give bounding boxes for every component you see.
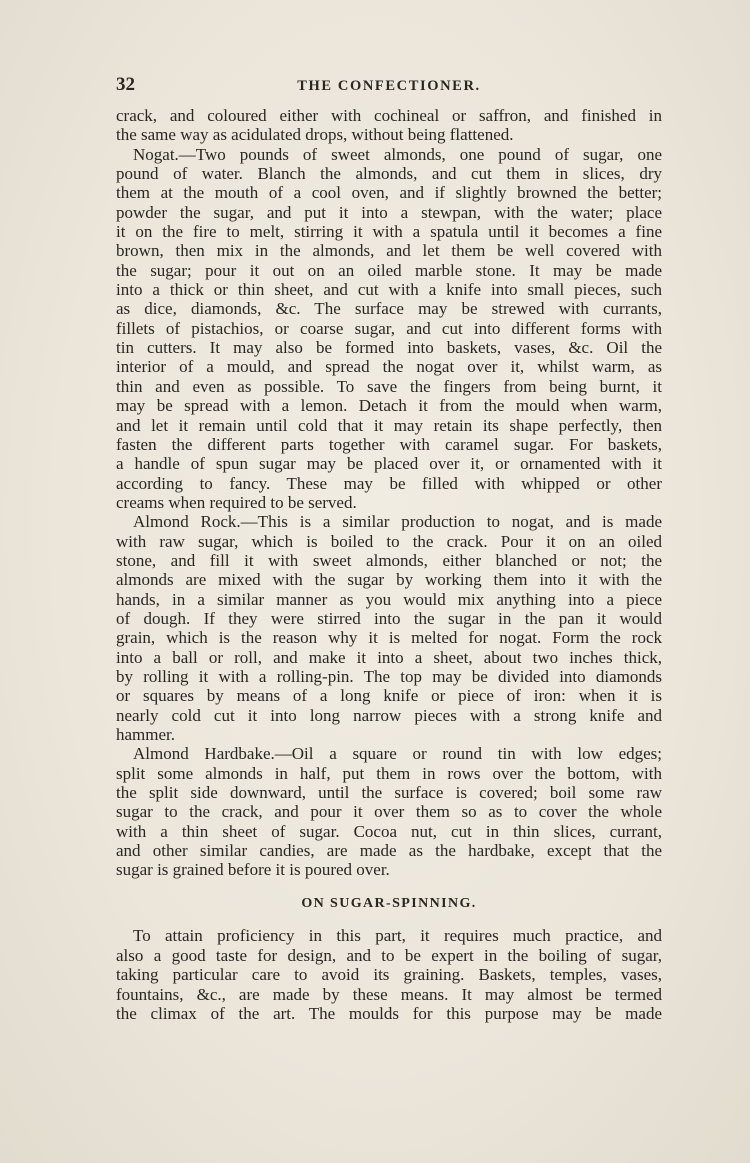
text-line: according to fancy. These may be filled with whipped or other [116, 473, 662, 493]
page-number: 32 [116, 74, 135, 95]
text-line: fountains, &c., are made by these means. It may almost be termed [116, 984, 662, 1004]
text-line: thin and even as possible. To save the fingers from being burnt, it [116, 376, 662, 396]
text-line: stone, and fill it with sweet almonds, either blanched or not; the [116, 550, 662, 570]
text-line: Almond Hardbake.—Oil a square or round tin with low edges; [133, 744, 662, 764]
text-line: with a thin sheet of sugar. Cocoa nut, cut in thin slices, currant, [116, 821, 662, 841]
text-line: tin cutters. It may also be formed into baskets, vases, &c. Oil the [116, 338, 662, 358]
text-line: creams when required to be served. [116, 492, 357, 512]
text-line: fillets of pistachios, or coarse sugar, and cut into different forms with [116, 318, 662, 338]
text-line: sugar to the crack, and pour it over them so as to cover the whole [116, 802, 662, 822]
text-line: powder the sugar, and put it into a stewpan, with the water; place [116, 202, 662, 222]
text-line: may be spread with a lemon. Detach it from the mould when warm, [116, 396, 662, 416]
text-line: nearly cold cut it into long narrow pieces with a strong knife and [116, 705, 662, 725]
text-line: brown, then mix in the almonds, and let them be well covered with [116, 241, 662, 261]
section-heading: ON SUGAR-SPINNING. [301, 896, 477, 911]
text-line: it on the fire to melt, stirring it with a spatula until it becomes a fine [116, 222, 662, 242]
text-line: also a good taste for design, and to be expert in the boiling of sugar, [116, 945, 662, 965]
text-line: as dice, diamonds, &c. The surface may be strewed with currants, [116, 299, 662, 319]
text-line: crack, and coloured either with cochineal or saffron, and finished in [116, 106, 662, 125]
text-line: almonds are mixed with the sugar by working them into it with the [116, 570, 662, 590]
text-line: split some almonds in half, put them in rows over the bottom, with [116, 763, 662, 783]
text-line: sugar is grained before it is poured over. [116, 860, 390, 880]
text-line: and let it remain until cold that it may retain its shape perfectly, then [116, 415, 662, 435]
text-line: the climax of the art. The moulds for this purpose may be made [116, 1004, 662, 1024]
page-header [116, 74, 662, 98]
text-line: hands, in a similar manner as you would mix anything into a piece [116, 589, 662, 609]
text-line: them at the mouth of a cool oven, and if slightly browned the better; [116, 183, 662, 203]
text-line: grain, which is the reason why it is melted for nogat. Form the rock [116, 628, 662, 648]
text-line: into a thick or thin sheet, and cut with a knife into small pieces, such [116, 280, 662, 300]
text-line: and other similar candies, are made as the hardbake, except that the [116, 841, 662, 861]
text-line: the same way as acidulated drops, without being flattened. [116, 125, 514, 145]
text-line: pound of water. Blanch the almonds, and cut them in slices, dry [116, 164, 662, 184]
section-body-text [116, 926, 662, 1024]
text-line: into a ball or roll, and make it into a sheet, about two inches thick, [116, 647, 662, 667]
text-line: fasten the different parts together with caramel sugar. For baskets, [116, 434, 662, 454]
text-line: interior of a mould, and spread the nogat over it, whilst warm, as [116, 357, 662, 377]
running-head: THE CONFECTIONER. [297, 78, 481, 94]
text-line: Almond Rock.—This is a similar production to nogat, and is made [133, 512, 662, 532]
text-line: by rolling it with a rolling-pin. The top may be divided into diamonds [116, 666, 662, 686]
text-line: a handle of spun sugar may be placed over it, or ornamented with it [116, 454, 662, 474]
text-line: hammer. [116, 725, 176, 744]
text-line: the split side downward, until the surface is covered; boil some raw [116, 783, 662, 803]
body-text [116, 106, 662, 880]
text-line: or squares by means of a long knife or piece of iron: when it is [116, 686, 662, 706]
text-line: To attain proficiency in this part, it requires much practice, and [133, 926, 662, 945]
text-line: with raw sugar, which is boiled to the crack. Pour it on an oiled [116, 531, 662, 551]
text-line: taking particular care to avoid its graining. Baskets, temples, vases, [116, 965, 662, 985]
text-line: the sugar; pour it out on an oiled marble stone. It may be made [116, 260, 662, 280]
text-line: of dough. If they were stirred into the sugar in the pan it would [116, 608, 662, 628]
text-line: Nogat.—Two pounds of sweet almonds, one pound of sugar, one [133, 144, 662, 164]
